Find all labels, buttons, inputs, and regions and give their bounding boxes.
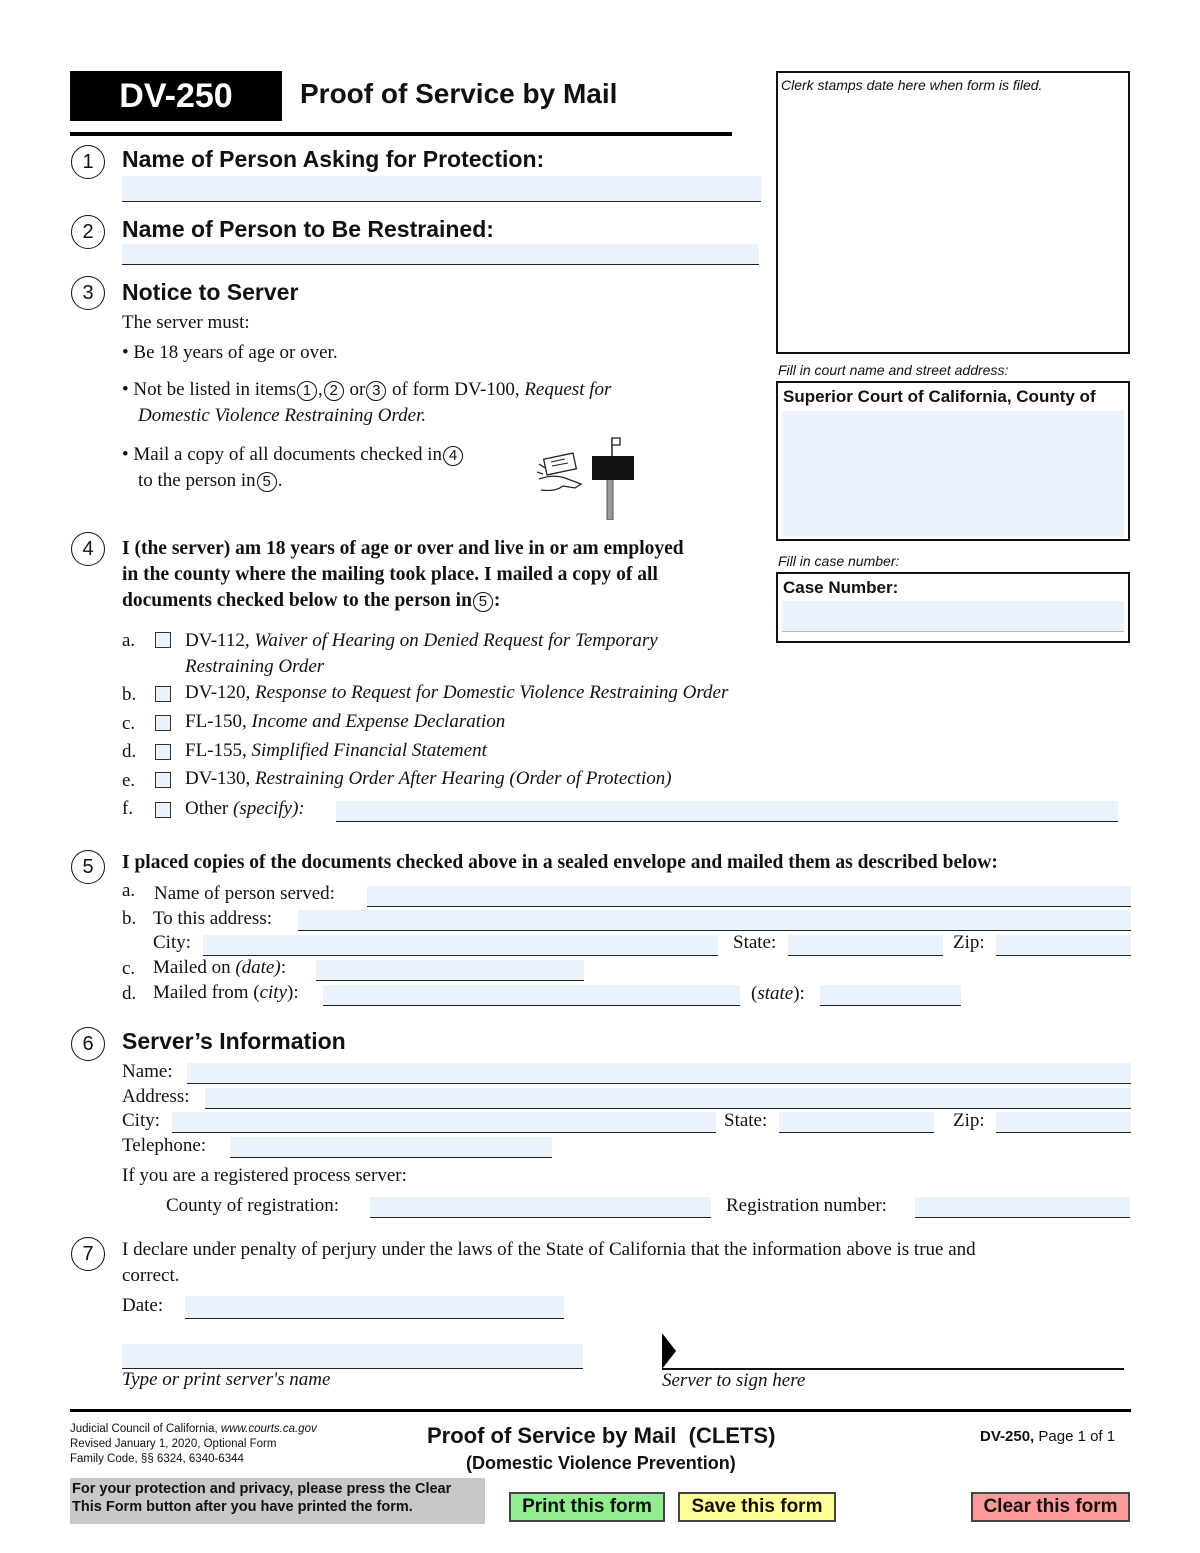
bullet-1-text: Be 18 years of age or over.	[133, 342, 338, 363]
option-b-text	[185, 682, 728, 704]
server-printed-name-field[interactable]	[122, 1344, 583, 1369]
label-end: ):	[287, 982, 299, 1003]
item-4-line-3: documents checked below to the person in	[122, 590, 472, 611]
footer-form-id: DV-250,	[980, 1428, 1035, 1445]
option-b-letter: b.	[122, 684, 137, 705]
colon: :	[493, 590, 501, 611]
footer-title: Proof of Service by Mail (CLETS)	[427, 1423, 776, 1448]
bullet-2-text-a: Not be listed in items	[133, 379, 296, 400]
revision-date: Revised January 1, 2020, Optional Form	[70, 1438, 277, 1450]
clear-form-button[interactable]: Clear this form	[971, 1492, 1130, 1522]
item-1-number: 1	[71, 145, 105, 179]
served-city-field[interactable]	[203, 935, 718, 956]
item-5d-label	[153, 982, 299, 1004]
option-f-text	[185, 798, 305, 820]
item-3-bullet-2: • Not be listed in items 1 , 2 or 3 of form DV-100, Request for Domestic Violence Restraining Order.	[122, 379, 612, 426]
item-4-line-1: I (the server) am 18 years of age or over and live in or am employed	[122, 538, 684, 559]
ref-item-5: 5	[473, 592, 493, 612]
item-5-city-label: City:	[153, 932, 192, 953]
sign-here-arrow-icon	[662, 1333, 678, 1369]
clerk-stamp-box	[776, 71, 1130, 354]
paren-open: (	[751, 983, 758, 1004]
page-number: Page 1 of 1	[1038, 1428, 1116, 1445]
mailed-from-state-field[interactable]	[820, 985, 961, 1006]
declaration-line-1: I declare under penalty of perjury under the laws of the State of California that the information above is true and	[122, 1239, 976, 1260]
hand-with-letter-icon	[537, 453, 581, 490]
item-5d-state-label	[751, 983, 805, 1005]
bullet-3-text-a: Mail a copy of all documents checked in	[133, 444, 443, 465]
ref-item-1: 1	[297, 381, 317, 401]
state-italic: state	[757, 983, 794, 1004]
item-5-zip-label: Zip:	[953, 932, 985, 953]
period: .	[277, 470, 283, 491]
item-5a-label: Name of person served:	[154, 883, 335, 904]
option-b-code: DV-120,	[185, 682, 251, 703]
option-a-title-2: Restraining Order	[185, 656, 325, 677]
option-f-title: (specify):	[233, 798, 305, 819]
footer-citation	[70, 1422, 317, 1467]
option-c-text	[185, 711, 505, 733]
person-served-name-field[interactable]	[367, 886, 1131, 907]
item-6-number: 6	[71, 1027, 105, 1061]
comma: ,	[317, 379, 323, 400]
footer-page-id	[980, 1428, 1115, 1445]
option-c-title: Income and Expense Declaration	[251, 711, 506, 732]
court-prefill: Superior Court of California, County of	[783, 387, 1096, 406]
declaration-date-field[interactable]	[185, 1296, 564, 1319]
server-address-field[interactable]	[205, 1088, 1131, 1109]
mailed-from-city-field[interactable]	[323, 985, 740, 1006]
server-name-label: Name:	[122, 1061, 173, 1082]
mailbox-illustration	[535, 434, 640, 520]
mailed-on-date-field[interactable]	[316, 960, 584, 981]
item-5a-letter: a.	[122, 880, 136, 901]
option-b-title: Response to Request for Domestic Violence Restraining Order	[255, 682, 729, 703]
court-box	[776, 381, 1130, 541]
print-form-button[interactable]: Print this form	[509, 1492, 665, 1522]
footer-subtitle: (Domestic Violence Prevention)	[466, 1453, 736, 1473]
served-address-field[interactable]	[298, 910, 1131, 931]
protected-person-name-field[interactable]	[122, 176, 761, 202]
item-4-line-2: in the county where the mailing took place. I mailed a copy of all	[122, 564, 658, 585]
item-5-heading: I placed copies of the documents checked above in a sealed envelope and mailed them as described below:	[122, 852, 998, 873]
server-telephone-label: Telephone:	[122, 1135, 207, 1156]
option-d-code: FL-155,	[185, 740, 247, 761]
privacy-note	[70, 1478, 485, 1524]
save-form-button[interactable]: Save this form	[678, 1492, 836, 1522]
bullet-3-text-b: to the person in	[138, 470, 256, 491]
date-label: Date:	[122, 1295, 164, 1316]
ref-item-5: 5	[257, 472, 277, 492]
print-name-caption: Type or print server's name	[122, 1369, 331, 1390]
paren-close: ):	[793, 983, 805, 1004]
item-5b-label: To this address:	[153, 908, 272, 929]
mailed-on-label: Mailed on	[153, 957, 231, 978]
city-italic: city	[259, 982, 288, 1003]
option-e-code: DV-130,	[185, 768, 251, 789]
footer-rule	[70, 1409, 1131, 1412]
option-e-title: Restraining Order After Hearing (Order of Protection)	[255, 768, 672, 789]
court-caption: Fill in court name and street address:	[778, 362, 1009, 378]
option-e-checkbox[interactable]	[155, 772, 171, 788]
item-2-number: 2	[71, 215, 105, 249]
option-d-checkbox[interactable]	[155, 744, 171, 760]
item-5c-letter: c.	[122, 958, 136, 979]
server-name-field[interactable]	[187, 1063, 1131, 1084]
option-a-title: Waiver of Hearing on Denied Request for Temporary	[254, 630, 658, 651]
item-6-title: Server’s Information	[122, 1028, 346, 1054]
server-zip-label: Zip:	[953, 1110, 985, 1131]
server-zip-field[interactable]	[996, 1112, 1131, 1133]
served-state-field[interactable]	[788, 935, 943, 956]
option-a-code: DV-112,	[185, 630, 250, 651]
bullet-2-italic-1: Request for	[524, 379, 612, 400]
option-d-text	[185, 740, 487, 762]
item-7-number: 7	[71, 1237, 105, 1271]
option-d-title: Simplified Financial Statement	[251, 740, 487, 761]
option-d-letter: d.	[122, 741, 137, 762]
server-state-label: State:	[724, 1110, 768, 1131]
restrained-person-name-field[interactable]	[122, 244, 759, 265]
ref-item-2: 2	[324, 381, 344, 401]
date-italic: (date)	[235, 957, 281, 978]
server-city-field[interactable]	[172, 1112, 716, 1133]
ref-item-3: 3	[366, 381, 386, 401]
declaration-line-2: correct.	[122, 1265, 180, 1286]
item-4-number: 4	[71, 532, 105, 566]
council-website: www.courts.ca.gov	[220, 1423, 317, 1435]
option-a-checkbox[interactable]	[155, 632, 171, 648]
item-3-title: Notice to Server	[122, 279, 299, 305]
item-4-statement	[122, 536, 684, 614]
privacy-line-2: This Form button after you have printed the form.	[72, 1499, 413, 1515]
option-f-code: Other	[185, 798, 229, 819]
item-3-bullet-1: • Be 18 years of age or over.	[122, 342, 338, 363]
bullet-2-text-b: of form DV-100,	[392, 379, 520, 400]
item-1-label: Name of Person Asking for Protection:	[122, 146, 545, 172]
registered-server-note: If you are a registered process server:	[122, 1165, 407, 1186]
option-a-letter: a.	[122, 630, 136, 651]
option-a-text	[185, 628, 658, 680]
header-rule	[70, 132, 732, 136]
server-telephone-field[interactable]	[230, 1137, 552, 1158]
form-id: DV-250	[119, 76, 233, 115]
item-5d-letter: d.	[122, 983, 137, 1004]
item-3-bullet-3: • Mail a copy of all documents checked in 4 to the person in 5 .	[122, 442, 464, 494]
option-e-text	[185, 768, 672, 790]
sign-caption: Server to sign here	[662, 1370, 806, 1391]
option-f-checkbox[interactable]	[155, 802, 171, 818]
item-3-number: 3	[71, 276, 105, 310]
item-2-label: Name of Person to Be Restrained:	[122, 216, 494, 242]
other-specify-field[interactable]	[336, 801, 1118, 822]
item-5-state-label: State:	[733, 932, 777, 953]
county-registration-field[interactable]	[370, 1197, 711, 1218]
bullet-2-italic-2: Domestic Violence Restraining Order.	[138, 405, 427, 426]
server-city-label: City:	[122, 1110, 161, 1131]
form-id-badge	[70, 71, 282, 121]
server-address-label: Address:	[122, 1086, 190, 1107]
ref-item-4: 4	[443, 446, 463, 466]
item-5b-letter: b.	[122, 908, 137, 929]
option-c-letter: c.	[122, 713, 136, 734]
item-5c-label	[153, 957, 286, 979]
option-f-letter: f.	[122, 798, 134, 819]
option-c-checkbox[interactable]	[155, 715, 171, 731]
registration-number-label: Registration number:	[726, 1195, 887, 1216]
served-zip-field[interactable]	[996, 935, 1131, 956]
family-code: Family Code, §§ 6324, 6340-6344	[70, 1453, 244, 1465]
court-name-field[interactable]	[782, 411, 1124, 537]
case-number-field[interactable]	[782, 601, 1124, 632]
item-7-declaration	[122, 1237, 976, 1289]
or-text: or	[349, 379, 366, 400]
item-5-number: 5	[71, 850, 105, 884]
case-caption: Fill in case number:	[778, 553, 900, 569]
option-e-letter: e.	[122, 770, 136, 791]
privacy-line-1: For your protection and privacy, please press the Clear	[72, 1481, 452, 1497]
case-label: Case Number:	[783, 578, 899, 597]
form-title: Proof of Service by Mail	[300, 78, 618, 109]
mailed-from-label: Mailed from (	[153, 982, 260, 1003]
clerk-stamp-label: Clerk stamps date here when form is filed.	[781, 77, 1043, 93]
colon: :	[280, 957, 286, 978]
mailbox-icon	[592, 438, 634, 520]
server-state-field[interactable]	[779, 1112, 934, 1133]
case-box	[776, 572, 1130, 643]
county-registration-label: County of registration:	[166, 1195, 340, 1216]
council-name: Judicial Council of California,	[70, 1423, 218, 1435]
registration-number-field[interactable]	[915, 1197, 1130, 1218]
item-3-intro: The server must:	[122, 312, 250, 333]
option-b-checkbox[interactable]	[155, 686, 171, 702]
option-c-code: FL-150,	[185, 711, 247, 732]
